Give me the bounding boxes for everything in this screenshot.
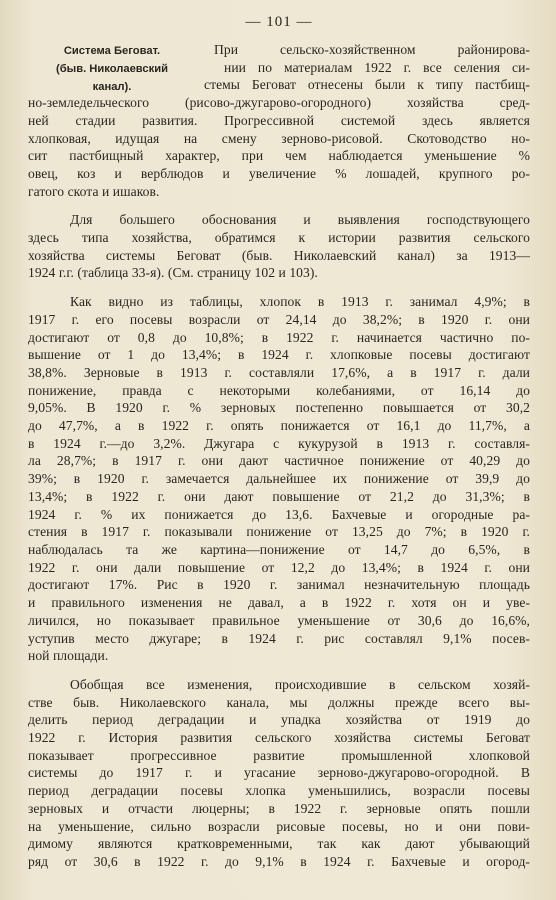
paragraph-3 xyxy=(28,293,530,665)
text-line: зерновых и отчасти люцерны; в 1922 г. зерновые опять пошли xyxy=(28,800,530,816)
text-line: При сельско-хозяйственном районирова- xyxy=(214,42,530,57)
text-line: хозяйства системы Беговат (быв. Николаевский канал) за 1913— xyxy=(28,247,530,263)
text-line: 1922 г. История развития сельского хозяйства системы Беговат xyxy=(28,730,530,746)
text-line: в 1924 г.—до 3,2%. Джугара с кукурузой в 1913 г. составля- xyxy=(28,435,530,451)
text-line: Обобщая все изменения, происходившие в сельском хозяй- xyxy=(70,676,530,692)
text-line: и правильного изменения не давал, а в 1922 г. хотя он и уве- xyxy=(28,595,530,611)
margin-title-line: канал). xyxy=(92,80,132,93)
text-line: период деградации посевы хлопка уменьшились, возрасли посевы xyxy=(28,783,530,799)
paragraph-4 xyxy=(28,676,530,871)
text-line: уступив место джугаре; в 1924 г. рис составлял 9,1% посев- xyxy=(28,630,530,646)
text-line: показывает прогрессивное развитие промышленной хлопковой xyxy=(28,747,530,763)
text-line: 39%; в 1920 г. замечается дальнейшее их понижение от 39,9 до xyxy=(28,471,530,487)
text-line: ла 28,7%; в 1917 г. они дают частичное понижение от 40,29 до xyxy=(28,453,530,469)
text-line: гатого скота и ишаков. xyxy=(28,183,160,199)
text-line: вышение от 1 до 13,4%; в 1924 г. хлопковые посевы достигают xyxy=(28,347,530,363)
text-line: 1924 г. % их понижается до 13,6. Бахчевые и огородные ра- xyxy=(28,506,530,522)
margin-title xyxy=(32,43,192,96)
text-line: до 47,7%, а в 1922 г. опять понижается от 16,1 до 11,7%, а xyxy=(28,418,530,434)
text-line: Как видно из таблицы, хлопок в 1913 г. занимал 4,9%; в xyxy=(70,294,530,310)
margin-title-line: Система Беговат. xyxy=(63,45,161,57)
text-line: понижение, правда с некоторыми колебаниями, от 16,14 до xyxy=(28,382,530,398)
text-line: здесь типа хозяйства, обратимся к истории развития сельского xyxy=(28,230,530,246)
text-line: ряд от 30,6 в 1922 г. до 9,1% в 1924 г. Бахчевые и огород- xyxy=(28,853,530,869)
text-line: 13,4%; в 1922 г. они дают повышение от 21,2 до 31,3%; в xyxy=(28,488,530,504)
text-line: достигают 17%. Рис в 1920 г. занимал незначительную площадь xyxy=(28,577,530,593)
text-line: 1917 г. его посевы возрасли от 24,14 до 38,2%; в 1920 г. они xyxy=(28,311,530,327)
margin-title-line: (быв. Николаевский xyxy=(56,62,168,75)
text-line: но-земледельческого (рисово-джугарово-огородного) хозяйства сред- xyxy=(28,95,530,111)
text-line: ной площади. xyxy=(28,648,109,664)
text-line: стве быв. Николаевского канала, мы должны прежде всего вы- xyxy=(28,694,530,710)
text-line: наблюдалась та же картина—понижение от 14,7 до 6,5%, в xyxy=(28,541,530,557)
text-line: ней стадии развития. Прогрессивной системой здесь является xyxy=(28,112,530,128)
text-line: Для большего обоснования и выявления господствующего xyxy=(70,212,530,228)
text-line: нии по материалам 1922 г. все селения си- xyxy=(224,59,530,75)
text-line: овец, коз и верблюдов и увеличение % лошадей, крупного ро- xyxy=(28,165,530,181)
paragraph-2 xyxy=(28,211,530,282)
text-line: делить период деградации и упадка хозяйства от 1919 до xyxy=(28,712,530,728)
text-line: 9,05%. В 1920 г. % зерновых постепенно повышается от 30,2 xyxy=(28,400,530,416)
text-line: достигают от 0,8 до 10,8%; в 1922 г. начинается частично по- xyxy=(28,329,530,345)
text-line: системы до 1917 г. и угасание зерново-джугарово-огородной. В xyxy=(28,765,530,781)
text-line: 1924 г.г. (таблица 33-я). (См. страницу 102 и 103). xyxy=(28,265,318,281)
text-line: стемы Беговат отнесены были к типу пастбищ- xyxy=(204,77,530,93)
text-line: на уменьшение, сильно возрасли рисовые посевы, но и они пови- xyxy=(28,818,530,834)
text-line: димому являются кратковременными, так как дают убывающий xyxy=(28,836,530,852)
text-line: 1922 г. они дали повышение от 12,2 до 13,4%; в 1924 г. они xyxy=(28,559,530,575)
text-line: личился, но показывает правильное уменьшение от 30,6 до 16,6%, xyxy=(28,612,530,628)
page-number: — 101 — xyxy=(245,14,313,30)
text-line: 38,8%. Зерновые в 1913 г. составляли 17,6%, а в 1917 г. дали xyxy=(28,364,530,380)
text-line: стения в 1917 г. показывали понижение от 13,25 до 7%; в 1920 г. xyxy=(28,524,530,540)
paragraph-1 xyxy=(28,41,530,200)
text-line: хлопковая, идущая на смену зерново-рисовой. Скотоводство но- xyxy=(28,130,530,146)
text-line: сит пастбищный характер, при чем наблюдается уменьшение % xyxy=(28,148,530,164)
